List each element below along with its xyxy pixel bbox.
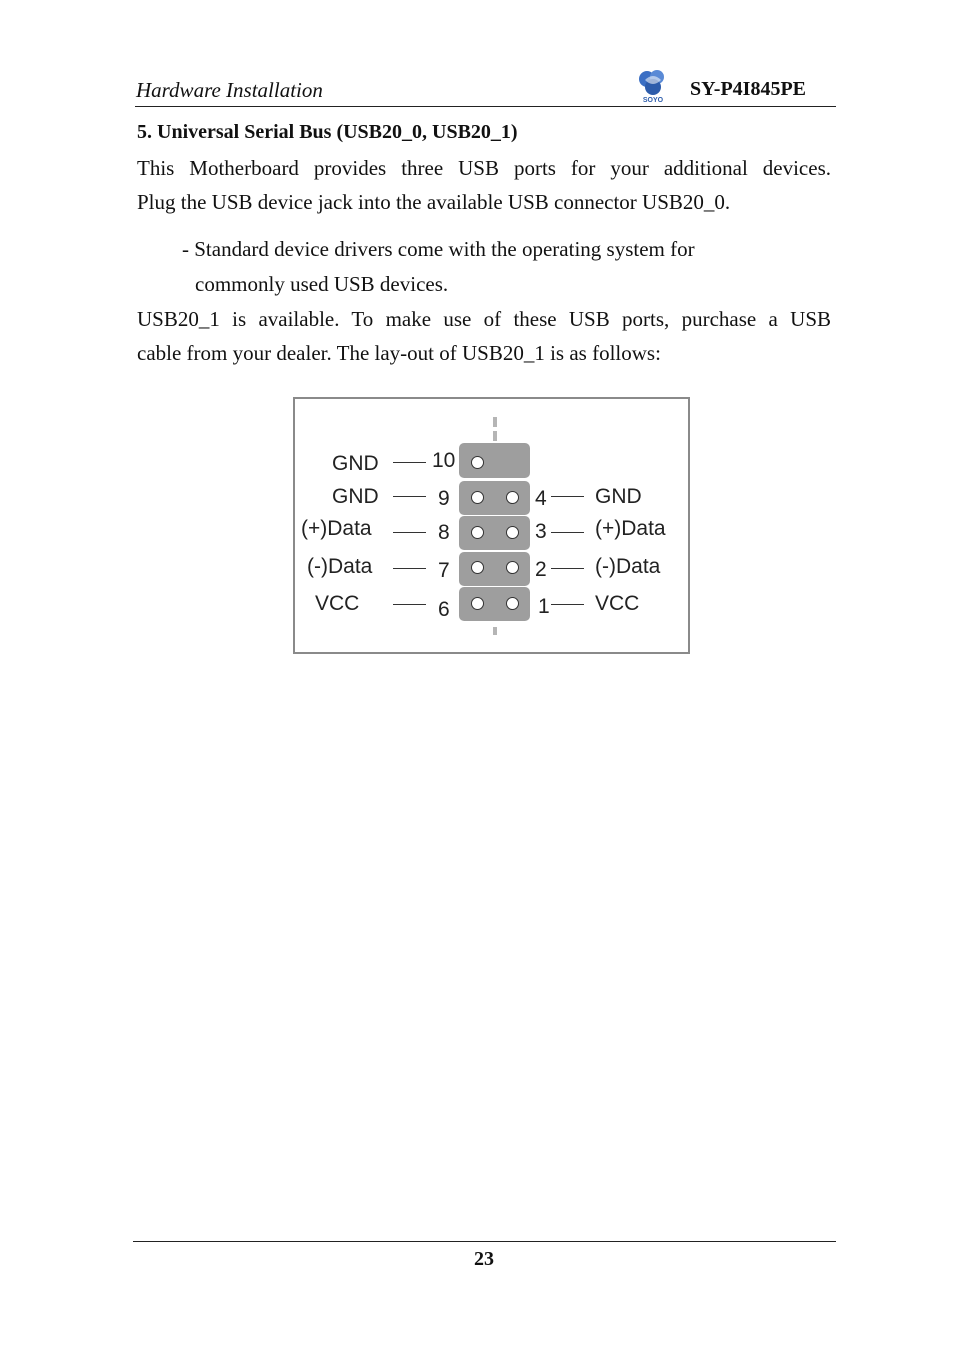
pin-row-block <box>459 587 530 621</box>
header-section-title: Hardware Installation <box>136 78 323 102</box>
pin-1 <box>506 597 519 610</box>
soyo-logo-text: SOYO <box>642 97 664 104</box>
page-number: 23 <box>474 1248 494 1270</box>
pin-leader-line <box>551 496 584 497</box>
pin-label-left: GND <box>332 452 379 475</box>
pin-6 <box>471 597 484 610</box>
pin-leader-line <box>551 532 584 533</box>
pin-number-right: 3 <box>535 520 547 543</box>
pin-number-left: 6 <box>438 598 450 621</box>
footer-divider <box>133 1241 836 1242</box>
usb-header-pinout-diagram <box>293 397 690 654</box>
pin-label-right: VCC <box>595 592 640 615</box>
pin-label-left: VCC <box>315 592 360 615</box>
pin-4 <box>506 491 519 504</box>
pin-9 <box>471 491 484 504</box>
pin-label-left: (+)Data <box>301 517 372 540</box>
pin-3 <box>506 526 519 539</box>
pin-7 <box>471 561 484 574</box>
pin-number-left: 7 <box>438 559 450 582</box>
pin-leader-line <box>393 568 426 569</box>
section-title: 5. Universal Serial Bus (USB20_0, USB20_1) <box>137 121 518 143</box>
pin-number-left: 10 <box>432 449 456 472</box>
pin-number-right: 4 <box>535 487 547 510</box>
paragraph-usb20-1 <box>137 302 831 370</box>
paragraph-line: Plug the USB device jack into the available USB connector USB20_0. <box>137 190 731 214</box>
pin-2 <box>506 561 519 574</box>
pin-leader-line <box>393 462 426 463</box>
bullet-line: - Standard device drivers come with the operating system for <box>182 237 695 261</box>
center-dash-line <box>493 417 497 427</box>
pin-row-block <box>459 516 530 550</box>
pin-10 <box>471 456 484 469</box>
paragraph-line: USB20_1 is available. To make use of these USB ports, purchase a USB <box>137 307 831 331</box>
pin-leader-line <box>393 532 426 533</box>
pin-leader-line <box>393 604 426 605</box>
pin-label-right: GND <box>595 485 642 508</box>
center-dash-line <box>493 627 497 635</box>
center-dash-line <box>493 431 497 441</box>
pin-label-right: (-)Data <box>595 555 661 578</box>
pin-label-left: (-)Data <box>307 555 373 578</box>
pin-leader-line <box>551 568 584 569</box>
paragraph-usb-intro <box>137 151 831 219</box>
bullet-line: commonly used USB devices. <box>195 272 449 296</box>
pin-row-block <box>459 481 530 515</box>
pin-row-block <box>459 443 530 478</box>
soyo-logo-icon <box>635 68 671 104</box>
pin-number-left: 9 <box>438 487 450 510</box>
pin-8 <box>471 526 484 539</box>
page-header <box>135 72 836 107</box>
bullet-drivers-note <box>182 232 782 302</box>
pin-label-right: (+)Data <box>595 517 666 540</box>
pin-leader-line <box>551 604 584 605</box>
pin-number-left: 8 <box>438 521 450 544</box>
paragraph-line: cable from your dealer. The lay-out of USB20_1 is as follows: <box>137 341 661 365</box>
header-model-name: SY-P4I845PE <box>690 78 806 100</box>
pin-leader-line <box>393 496 426 497</box>
pin-row-block <box>459 552 530 586</box>
pin-number-right: 2 <box>535 558 547 581</box>
pin-label-left: GND <box>332 485 379 508</box>
pin-number-right: 1 <box>538 595 550 618</box>
paragraph-line: This Motherboard provides three USB ports for your additional devices. <box>137 156 831 180</box>
